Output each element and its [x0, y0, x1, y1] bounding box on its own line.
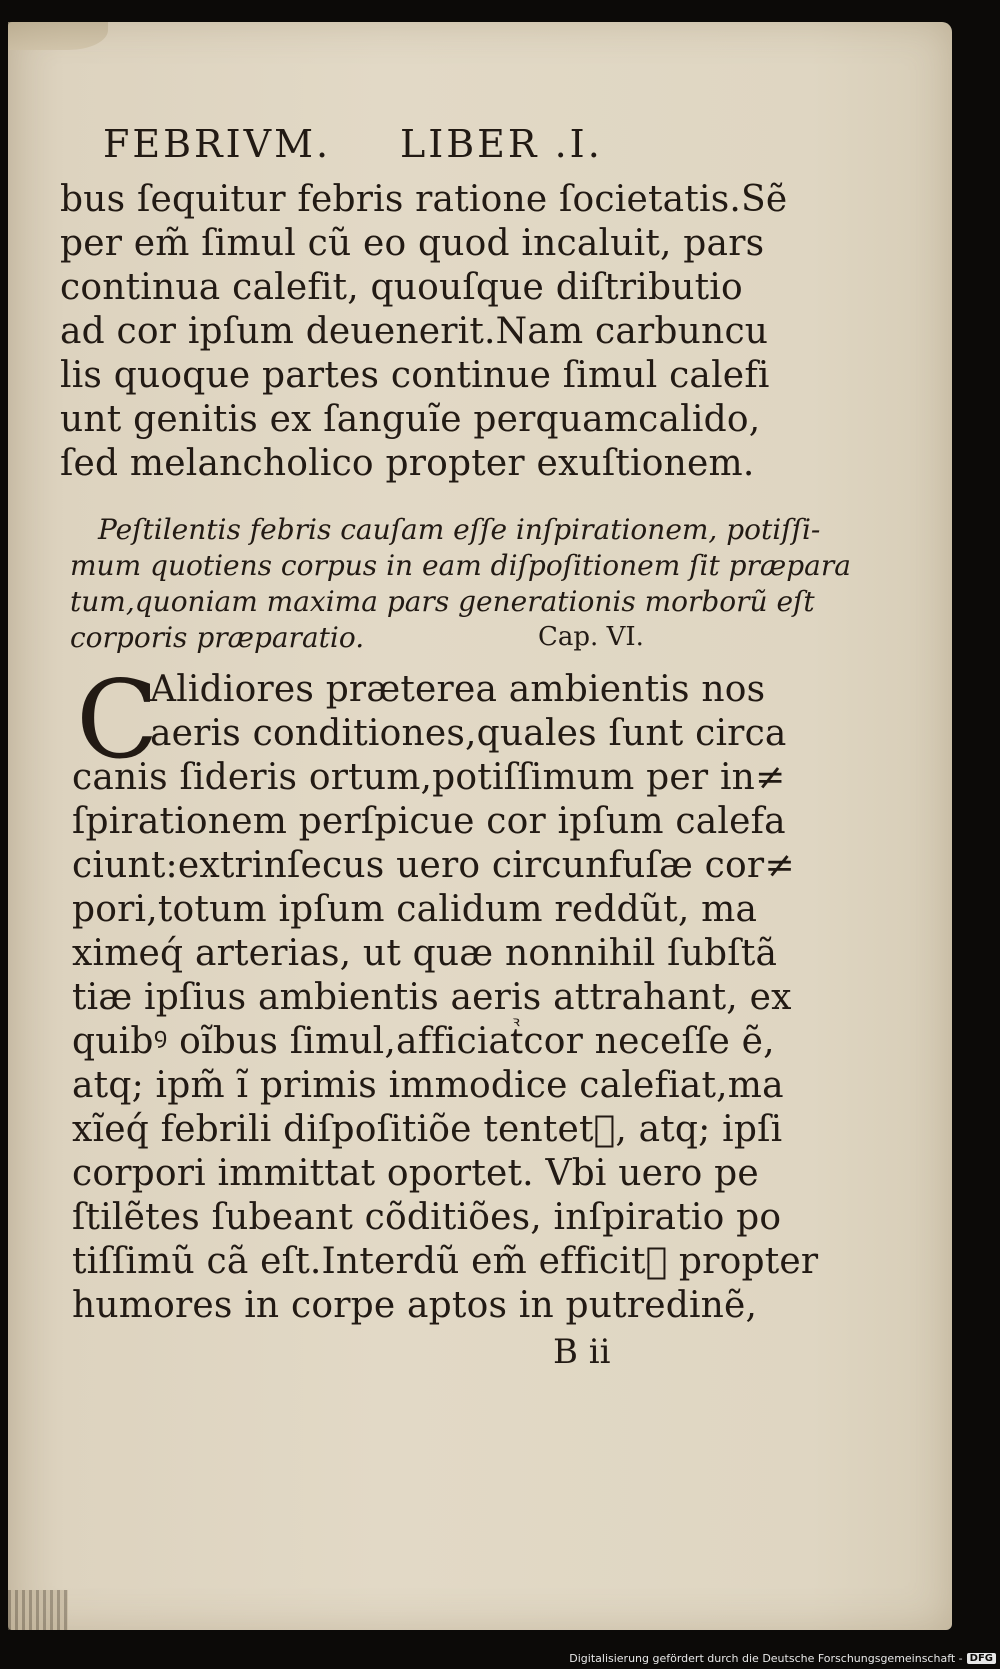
digitization-footer	[569, 1652, 996, 1665]
page-text	[8, 22, 952, 1630]
text-line: ad cor ipſum deuenerit.Nam carbuncu	[60, 311, 769, 352]
text-line: pori,totum ipſum calidum reddũt, ma	[72, 889, 758, 930]
text-line: lis quoque partes continue ſimul calefi	[60, 355, 770, 396]
text-line: tiæ ipſius ambientis aeris attrahant, ex	[72, 977, 792, 1018]
drop-cap: C	[76, 658, 159, 783]
text-line: Alidiores præterea ambientis nos	[150, 669, 766, 710]
running-head-left: FEBRIVM.	[103, 122, 332, 166]
running-head-right: LIBER .I.	[400, 122, 603, 166]
text-line: xĩeq́ febrili diſpoſitiõe tentetᷣ, atq; ipſi	[72, 1109, 783, 1150]
text-line: tiſſimũ cã eſt.Interdũ em̃ efficitᷣ propter	[72, 1241, 819, 1282]
text-line: canis ſideris ortum,potiſſimum per in≠	[72, 757, 786, 798]
footer-text: Digitalisierung gefördert durch die Deutsche Forschungsgemeinschaft -	[569, 1652, 963, 1665]
chapter-number: Cap. VI.	[538, 622, 644, 652]
text-line: aeris conditiones,quales ſunt circa	[150, 713, 787, 754]
chapter-heading-line: Peſtilentis febris cauſam eſſe inſpirationem, potiſſi-	[98, 513, 821, 546]
text-line: continua calefit, quouſque diſtributio	[60, 267, 743, 308]
chapter-heading-line: tum,quoniam maxima pars generationis morborũ eſt	[70, 585, 815, 618]
chapter-heading-line: mum quotiens corpus in eam diſpoſitionem ſit præpara	[70, 549, 851, 582]
text-line: ximeq́ arterias, ut quæ nonnihil ſubſtã	[72, 933, 778, 974]
book-page	[8, 22, 952, 1630]
text-line: atq; ipm̃ ĩ primis immodice calefiat,ma	[72, 1065, 784, 1106]
text-line: bus ſequitur febris ratione ſocietatis.Sẽ	[60, 179, 788, 220]
text-line: ſed melancholico propter exuſtionem.	[60, 443, 755, 484]
text-line: corpori immittat oportet. Vbi uero pe	[72, 1153, 759, 1194]
text-line: ſpirationem perſpicue cor ipſum calefa	[72, 801, 786, 842]
text-line: ciunt:extrinſecus uero circunfuſæ cor≠	[72, 845, 795, 886]
text-line: humores in corpe aptos in putredinẽ,	[72, 1285, 758, 1326]
dfg-logo: DFG	[967, 1653, 996, 1664]
signature-mark: B ii	[553, 1332, 611, 1372]
text-line: ſtilẽtes ſubeant cõditiões, inſpiratio po	[72, 1197, 782, 1238]
text-line: per em̃ ſimul cũ eo quod incaluit, pars	[60, 223, 765, 264]
text-line: quibꝰ oĩbus ſimul,afficiatᷣcor neceſſe ẽ,	[72, 1021, 775, 1062]
text-line: unt genitis ex ſanguĩe perquamcalido,	[60, 399, 761, 440]
chapter-heading-line: corporis præparatio.	[70, 621, 365, 654]
